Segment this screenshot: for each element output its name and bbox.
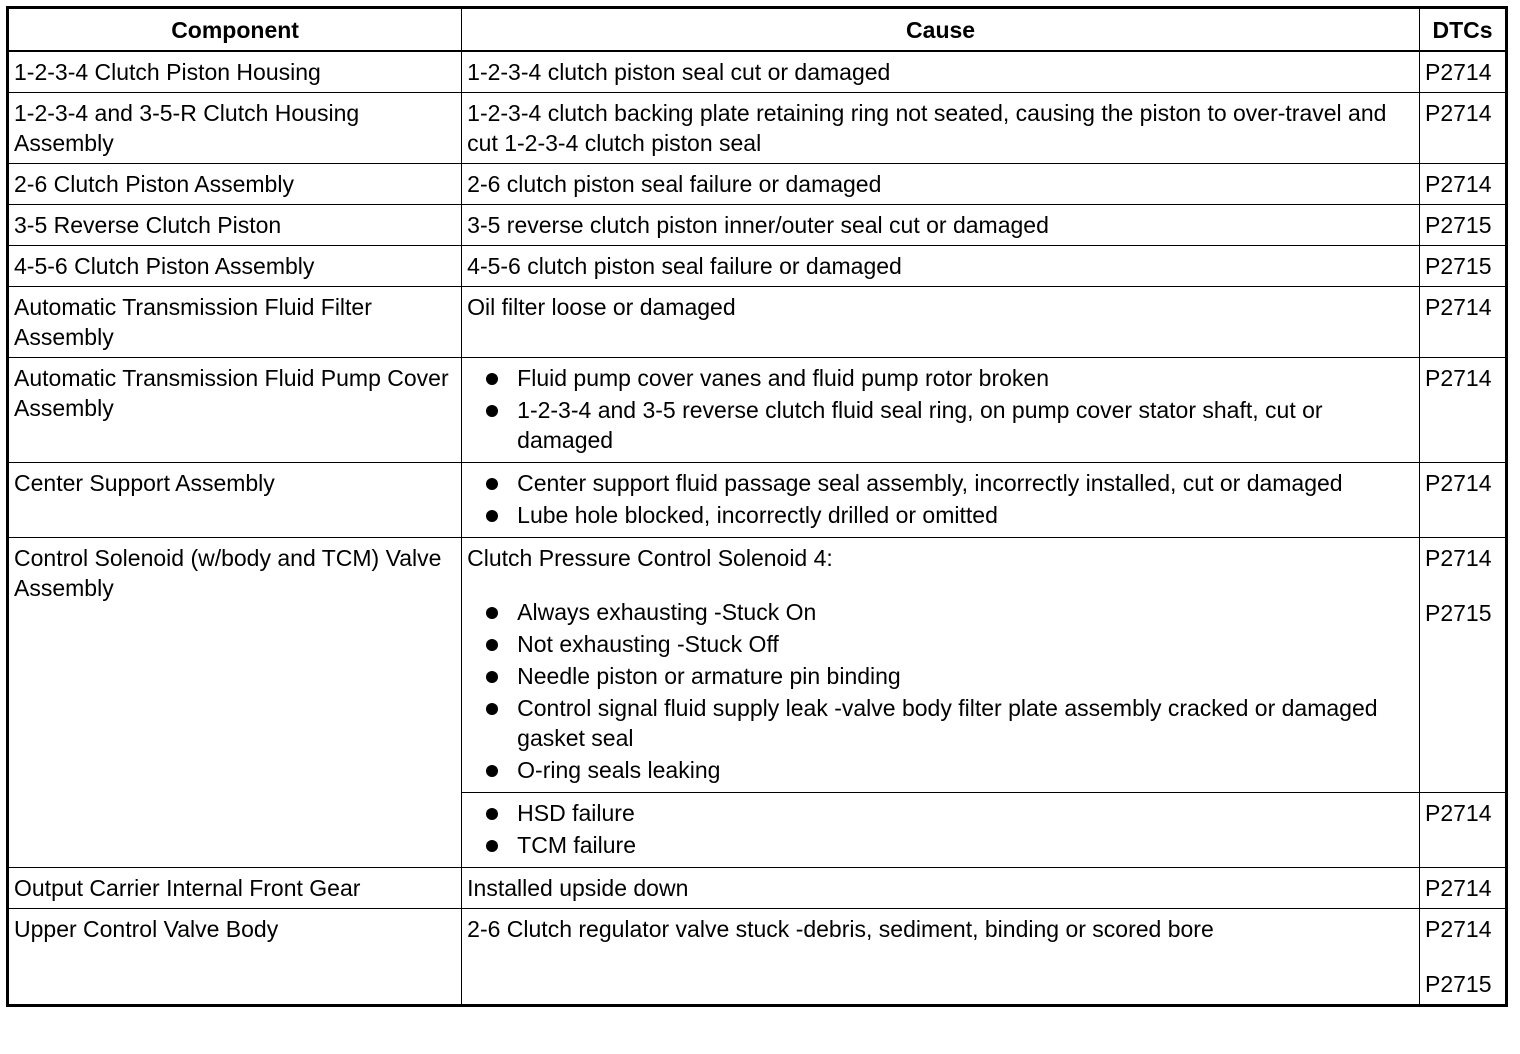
cause-bullet-list bbox=[467, 363, 1414, 455]
cause-cell bbox=[462, 793, 1420, 868]
dtc-cell: P2714 bbox=[1420, 793, 1507, 868]
bullet-text: HSD failure bbox=[517, 800, 635, 826]
cause-cell bbox=[462, 538, 1420, 793]
component-cell: Automatic Transmission Fluid Filter Assembly bbox=[8, 287, 462, 358]
bullet-text: Control signal fluid supply leak -valve body filter plate assembly cracked or damaged gasket seal bbox=[517, 695, 1378, 751]
table-row bbox=[8, 164, 1507, 205]
table-row bbox=[8, 287, 1507, 358]
cause-cell: Installed upside down bbox=[462, 868, 1420, 909]
cause-cell bbox=[462, 463, 1420, 538]
list-item bbox=[467, 395, 1414, 455]
bullet-text: 1-2-3-4 and 3-5 reverse clutch fluid seal ring, on pump cover stator shaft, cut or damaged bbox=[517, 397, 1323, 453]
component-cell: Output Carrier Internal Front Gear bbox=[8, 868, 462, 909]
cause-intro: Clutch Pressure Control Solenoid 4: bbox=[467, 545, 833, 571]
cause-cell: 1-2-3-4 clutch piston seal cut or damaged bbox=[462, 51, 1420, 93]
list-item bbox=[467, 693, 1414, 753]
list-item bbox=[467, 629, 1414, 659]
dtc-code: P2714 bbox=[1425, 916, 1492, 942]
bullet-text: Lube hole blocked, incorrectly drilled or omitted bbox=[517, 502, 998, 528]
dtc-code: P2715 bbox=[1425, 600, 1492, 626]
list-item bbox=[467, 468, 1414, 498]
bullet-icon bbox=[486, 373, 498, 385]
bullet-text: Always exhausting -Stuck On bbox=[517, 599, 817, 625]
bullet-icon bbox=[486, 808, 498, 820]
bullet-icon bbox=[486, 671, 498, 683]
list-item bbox=[467, 755, 1414, 785]
dtc-code: P2715 bbox=[1425, 971, 1492, 997]
dtc-cell bbox=[1420, 538, 1507, 793]
component-cell: 3-5 Reverse Clutch Piston bbox=[8, 205, 462, 246]
list-item bbox=[467, 798, 1414, 828]
table-row bbox=[8, 246, 1507, 287]
table-row bbox=[8, 538, 1507, 793]
cause-cell: 2-6 Clutch regulator valve stuck -debris, sediment, binding or scored bore bbox=[462, 909, 1420, 1006]
table-row bbox=[8, 205, 1507, 246]
table-row bbox=[8, 93, 1507, 164]
cause-cell: 4-5-6 clutch piston seal failure or damaged bbox=[462, 246, 1420, 287]
dtc-cell bbox=[1420, 909, 1507, 1006]
cause-cell: Oil filter loose or damaged bbox=[462, 287, 1420, 358]
component-cell: 2-6 Clutch Piston Assembly bbox=[8, 164, 462, 205]
bullet-text: O-ring seals leaking bbox=[517, 757, 721, 783]
bullet-icon bbox=[486, 510, 498, 522]
component-cell: Upper Control Valve Body bbox=[8, 909, 462, 1006]
bullet-text: Needle piston or armature pin binding bbox=[517, 663, 901, 689]
bullet-text: Fluid pump cover vanes and fluid pump rotor broken bbox=[517, 365, 1049, 391]
component-cell: Automatic Transmission Fluid Pump Cover Assembly bbox=[8, 358, 462, 463]
cause-bullet-list bbox=[467, 468, 1414, 530]
list-item bbox=[467, 363, 1414, 393]
cause-cell: 1-2-3-4 clutch backing plate retaining ring not seated, causing the piston to over-travel and cut 1-2-3-4 clutch piston seal bbox=[462, 93, 1420, 164]
bullet-icon bbox=[486, 840, 498, 852]
bullet-icon bbox=[486, 703, 498, 715]
cause-cell: 3-5 reverse clutch piston inner/outer seal cut or damaged bbox=[462, 205, 1420, 246]
bullet-icon bbox=[486, 478, 498, 490]
dtc-cell: P2714 bbox=[1420, 358, 1507, 463]
table-row bbox=[8, 909, 1507, 1006]
dtc-cell: P2714 bbox=[1420, 287, 1507, 358]
component-cell: Center Support Assembly bbox=[8, 463, 462, 538]
bullet-text: Center support fluid passage seal assembly, incorrectly installed, cut or damaged bbox=[517, 470, 1343, 496]
dtc-code: P2714 bbox=[1425, 545, 1492, 571]
list-item bbox=[467, 597, 1414, 627]
table-row bbox=[8, 358, 1507, 463]
bullet-text: Not exhausting -Stuck Off bbox=[517, 631, 779, 657]
cause-cell bbox=[462, 358, 1420, 463]
dtc-spacer bbox=[1425, 573, 1500, 598]
bullet-text: TCM failure bbox=[517, 832, 637, 858]
table-row bbox=[8, 868, 1507, 909]
component-cell: 4-5-6 Clutch Piston Assembly bbox=[8, 246, 462, 287]
dtc-cell: P2714 bbox=[1420, 93, 1507, 164]
bullet-icon bbox=[486, 607, 498, 619]
header-component: Component bbox=[8, 8, 462, 52]
dtc-cell: P2714 bbox=[1420, 51, 1507, 93]
dtc-cell: P2714 bbox=[1420, 164, 1507, 205]
bullet-icon bbox=[486, 405, 498, 417]
table-row bbox=[8, 51, 1507, 93]
dtc-spacer bbox=[1425, 944, 1500, 969]
list-item bbox=[467, 830, 1414, 860]
component-cell: 1-2-3-4 Clutch Piston Housing bbox=[8, 51, 462, 93]
table-row bbox=[8, 463, 1507, 538]
dtc-cell: P2714 bbox=[1420, 868, 1507, 909]
component-cell: 1-2-3-4 and 3-5-R Clutch Housing Assembly bbox=[8, 93, 462, 164]
cause-bullet-list bbox=[467, 597, 1414, 785]
cause-cell: 2-6 clutch piston seal failure or damaged bbox=[462, 164, 1420, 205]
dtc-table bbox=[6, 6, 1508, 1007]
dtc-cell: P2715 bbox=[1420, 205, 1507, 246]
table-header-row bbox=[8, 8, 1507, 52]
dtc-cell: P2715 bbox=[1420, 246, 1507, 287]
list-item bbox=[467, 500, 1414, 530]
dtc-cell: P2714 bbox=[1420, 463, 1507, 538]
cause-bullet-list bbox=[467, 798, 1414, 860]
header-dtcs: DTCs bbox=[1420, 8, 1507, 52]
list-item bbox=[467, 661, 1414, 691]
bullet-icon bbox=[486, 639, 498, 651]
header-cause: Cause bbox=[462, 8, 1420, 52]
bullet-icon bbox=[486, 765, 498, 777]
component-cell: Control Solenoid (w/body and TCM) Valve Assembly bbox=[8, 538, 462, 868]
